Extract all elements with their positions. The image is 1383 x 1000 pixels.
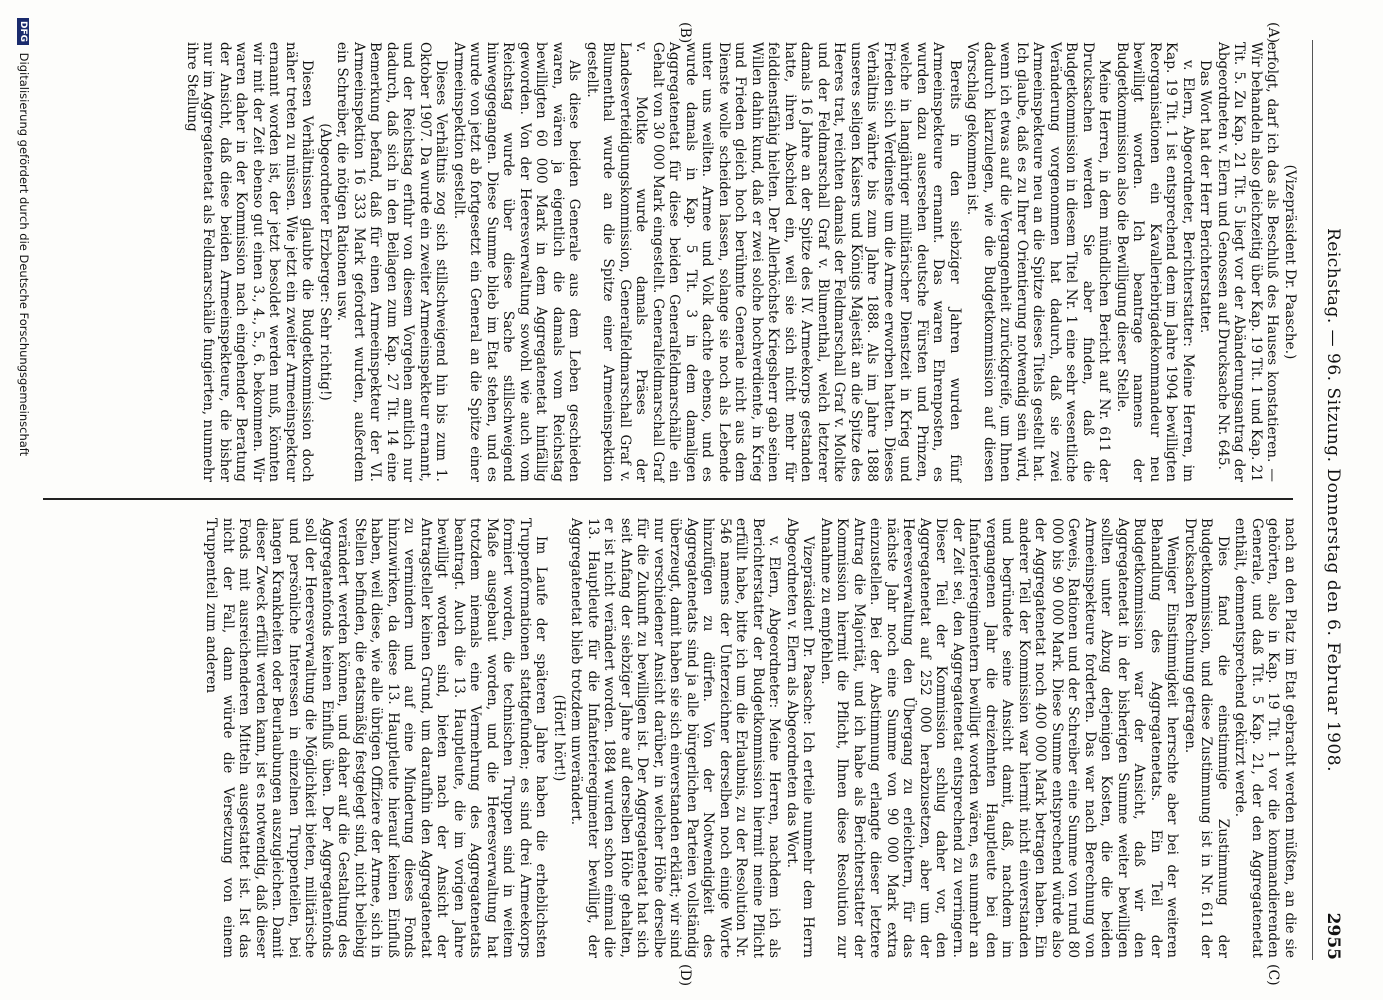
- paragraph: erfolgt, darf ich das als Beschluß des Hauses konstatieren. — Wir behandeln also gleichzeitig über Kap. 19 Tit. 1 und Kap. 21 Tit. 5. Zu Kap. 21 Tit. 5 liegt vor der Abänderungsantrag der Abgeordneten v. Elern und Genossen auf Drucksache Nr. 645.: [1215, 42, 1281, 482]
- digitization-footer: [9, 18, 31, 978]
- paragraph: Bereits in den siebziger Jahren wurden fünf Armeeinspekteure ernannt. Das waren Ehrenposten, es wurden dazu ausersehen deutsche Fürsten und Prinzen, welche in langjähriger militärischer Dienstzeit in Krieg und Frieden sich Verdienste um die Armee erworben hatten. Dieses Verhältnis währte bis zum Jahre 1888. Als im Jahre 1888 unseres seligen Kaisers und Königs Majestät an die Spitze des Heeres trat, reichten damals der Feldmarschall Graf v. Moltke und der Feldmarschall Graf v. Blumenthal, welch letzterer damals 16 Jahre an der Spitze des IV. Armeekorps gestanden hatte, ihren Abschied ein, weil sie sich nicht mehr für felddienstfähig hielten. Der Allerhöchste Kriegsherr gab seinen Willen dahin kund, daß er zwei solche hochverdiente, in Krieg und Frieden gleich hoch berühmte Generale nicht aus dem Dienste wolle scheiden lassen, solange sie noch als Lebende unter uns weilten. Armee und Volk dachte ebenso, und es wurde damals in Kap. 5 Tit. 3 in dem damaligen Aggregatenetat für diese beiden Generalfeldmarschälle ein Gehalt von 30 000 Mark eingestellt. Generalfeldmarschall Graf v. Moltke wurde damals Präses der Landesverteidigungskommission, Generalfeldmarschall Graf v. Blumenthal wurde an die Spitze einer Armeeinspektion gestellt.: [584, 42, 963, 482]
- margin-marker-d: (D): [677, 964, 693, 987]
- page-title: Reichstag. — 96. Sitzung. Donnerstag den 6. Februar 1908.: [1323, 227, 1343, 772]
- margin-marker-b: (B): [677, 22, 693, 44]
- paragraph: v. Elern, Abgeordneter: Meine Herren, nachdem ich als Berichterstatter der Budgetkommission hiermit meine Pflicht erfüllt habe, bitte ich um die Erlaubnis, zu der Resolution Nr. 546 namens der Unterzeichner derselben noch einige Worte hinzufügen zu dürfen. Von der Notwendigkeit des Aggregatenetats sind ja alle bürgerlichen Parteien vollständig überzeugt, damit haben sie sich einverstanden erklärt; wir sind nur verschiedener Ansicht darüber, in welcher Höhe derselbe für die Zukunft zu bewilligen ist. Der Aggregatenetat hat sich seit Anfang der siebziger Jahre auf derselben Höhe gehalten, er ist nicht verändert worden. 1884 wurden schon einmal die 13. Hauptleute für die Infanterieregimenter bewilligt, der Aggregatenetat blieb trotzdem unverändert.: [568, 518, 783, 958]
- column-divider: [43, 498, 1293, 500]
- paragraph: Weniger Einstimmigkeit herrschte aber bei der weiteren Behandlung des Aggregatenetats. Ein Teil der Budgetkommission war der Ansicht, daß wir den Aggregatenetat in der bisherigen Summe weiter bewilligen sollten unter Abzug derjenigen Kosten, die die beiden Armeeinspekteure forderten. Das war nach Berechnung von Geweis, Rationen und der Schreiber eine Summe von rund 80 000 bis 90 000 Mark. Diese Summe entsprechend würde also der Aggregatenetat noch 400 000 Mark betragen haben. Ein anderer Teil der Kommission war hiermit nicht einverstanden und begründete seine Ansicht damit, daß, nachdem im vergangenen Jahr die dreizehnten Hauptleute bei den Infanterieregimentern bewilligt worden wären, es nunmehr an der Zeit sei, den Aggregatenetat entsprechend zu verringern. Dieser Teil der Kommission schlug daher vor, den Aggregatenetat auf 252 000 herabzusetzen, aber um der Heeresverwaltung den Übergang zu erleichtern, für das nächste Jahr noch eine Summe von 90 000 Mark extra einzustellen. Bei der Abstimmung erlangte dieser letztere Antrag die Majorität, und ich habe als Berichterstatter der Kommission hiermit die Pflicht, Ihnen diese Resolution zur Annahme zu empfehlen.: [818, 518, 1181, 958]
- paragraph: Im Laufe der späteren Jahre haben die erheblichsten Truppenformationen stattgefunden; es sind drei Armeekorps formiert worden, die technischen Truppen sind in weitem Maße ausgebaut worden, und die Heeresverwaltung hat trotzdem niemals eine Vermehrung des Aggregatenetats beantragt. Auch die 13. Hauptleute, die im vorigen Jahre bewilligt worden sind, bieten nach der Ansicht der Antragsteller keinen Grund, um daraufhin den Aggregatenetat zu vermindern und auf eine Minderung dieses Fonds hinzuwirken, da diese 13. Hauptleute hierauf keinen Einfluß haben, weil diese, wie alle übrigen Offiziere der Armee, sich in Stellen befinden, die etatsmäßig festgelegt sind, nicht beliebig verändert werden können, und daher auf die Gestaltung des Aggregatenfonds keinen Einfluß üben. Der Aggregatenfonds soll der Heeresverwaltung die Möglichkeit bieten, militärische und persönliche Interessen in einzelnen Truppenteilen, bei langen Krankheiten oder Beurlaubungen auszugleichen. Damit dieser Zweck erfüllt werden kann, ist es notwendig, daß dieser Fonds mit ausreichenderen Mitteln ausgestattet ist. Ist das nicht der Fall, dann würde die Versetzung von einem Truppenteil zum anderen: [203, 518, 550, 958]
- footer-text: Digitalisierung gefördert durch die Deutsche Forschungsgemeinschaft: [17, 52, 31, 457]
- speaker-note: (Vizepräsident Dr. Paasche.): [1282, 164, 1298, 360]
- page-number: 2955: [1323, 912, 1343, 960]
- margin-marker-c: (C): [1265, 964, 1281, 986]
- left-column: [183, 42, 1299, 482]
- right-column: [202, 518, 1298, 958]
- interjection: (Abgeordneter Erzberger: Sehr richtig!): [317, 123, 333, 401]
- margin-marker-a: (A): [1265, 22, 1281, 44]
- dfg-logo: DFG: [18, 18, 30, 45]
- interjection: (Hört! hört!): [551, 694, 567, 782]
- paragraph: Als diese beiden Generale aus dem Leben geschieden waren, wären ja eigentlich die damals vom Reichstag bewilligten 60 000 Mark in dem Aggregatenetat hinfällig geworden. Von der Heeresverwaltung sowohl wie auch vom Reichstag wurde über diese Sache stillschweigend hinweggegangen. Diese Summe blieb im Etat stehen, und es wurde von jetzt ab fortgesetzt ein General an die Spitze einer Armeeinspektion gestellt.: [451, 42, 583, 482]
- header-rule: [1312, 40, 1313, 960]
- paragraph: Dies fand die einstimmige Zustimmung der Budgetkommission, und diese Zustimmung ist in Nr. 611 der Drucksachen Rechnung getragen.: [1182, 518, 1231, 958]
- paragraph: Meine Herren, in dem mündlichen Bericht auf Nr. 611 der Drucksachen werden Sie aber finden, daß die Budgetkommission in diesem Titel Nr. 1 eine sehr wesentliche Veränderung vorgenommen hat dadurch, daß sie zwei Armeeinspekteure neu an die Spitze dieses Titels gestellt hat. Ich glaube, daß es zu Ihrer Orientierung notwendig sein wird, wenn ich etwas auf die Vergangenheit zurückgreife, um Ihnen dadurch klarzulegen, wie die Budgetkommission auf diesen Vorschlag gekommen ist.: [964, 42, 1113, 482]
- paragraph: v. Elern, Abgeordneter, Berichterstatter: Meine Herren, im Kap. 19 Tit. 1 ist entsprechend dem im Jahre 1904 bewilligten Reorganisationen ein Kavalleriebrigadekommandeur neu bewilligt worden. Ich beantrage namens der Budgetkommission also die Bewilligung dieser Stelle.: [1114, 42, 1196, 482]
- paragraph: Diesen Verhältnissen glaubte die Budgetkommission doch näher treten zu müssen. Wie jetzt ein zweiter Armeeinspekteur ernannt worden ist, der jetzt besoldet werden muß, könnten wir mit der Zeit ebenso gut einen 3., 4., 5., 6. bekommen. Wir waren daher in der Kommission nach eingehender Beratung der Ansicht, daß diese beiden Armeeinspekteure, die bisher nur im Aggregatenetat als Feldmarschälle fungierten, nunmehr ihre Stellung: [184, 42, 316, 482]
- paragraph: Dieses Verhältnis zog sich stillschweigend hin bis zum 1. Oktober 1907. Da wurde ein zweiter Armeeinspekteur ernannt, und der Reichstag erfuhr von diesem Vorgehen amtlich nur dadurch, daß sich in den Beilagen zum Kap. 27 Tit. 14 eine Bemerkung befand, daß für einen Armeeinspekteur der VI. Armeeinspektion 16 333 Mark gefordert wurden, außerdem ein Schreiber, die nötigen Rationen usw.: [334, 42, 450, 482]
- paragraph: Vizepräsident Dr. Paasche: Ich erteile nunmehr dem Herrn Abgeordneten v. Elern als Abgeordneten das Wort.: [784, 518, 817, 958]
- paragraph: Das Wort hat der Herr Berichterstatter.: [1197, 60, 1214, 334]
- paragraph: nach an den Platz im Etat gebracht werden müßten, an die sie gehörten, also in Kap. 19 Tit. 1 vor die kommandierenden Generale, und daß Tit. 5 Kap. 21, der den Aggregatenetat enthält, demnentsprechend gekürzt werde.: [1232, 518, 1298, 958]
- page-number-row: [1317, 40, 1345, 960]
